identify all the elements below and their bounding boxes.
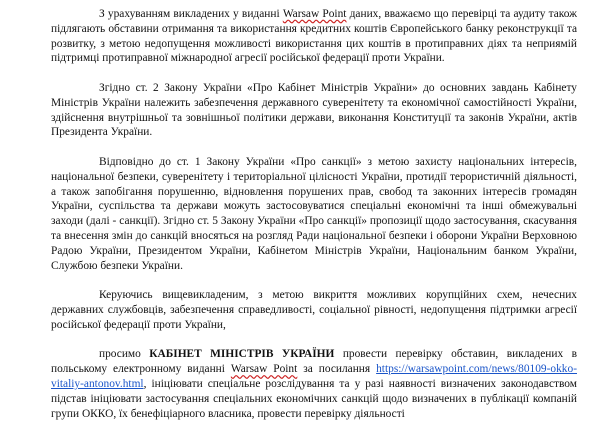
document-page [51, 7, 577, 421]
article-link[interactable]: https://warsawpoint.com/news/80109-okko-vitaliy-antonov.html [51, 363, 577, 390]
paragraph-gap [51, 333, 577, 348]
paragraph-1-text-end: даних, вважаємо що перевірці та аудиту також підлягають обставини отримання та використання кредитних коштів Європейського банку реконструкції та розвитку, з метою недопущення можливості використання цих коштів в протиправних діях та неприямій підтримці протиправної міжнародної агресії російської федерації проти України. [51, 8, 578, 65]
paragraph-gap [51, 66, 577, 81]
paragraph-request [51, 347, 577, 421]
paragraph-1-text-start: З урахуванням викладених у виданні [99, 8, 283, 20]
source-name-warsaw-point: Warsaw Point [282, 8, 347, 20]
source-name-warsaw-point: Warsaw Point [230, 363, 298, 376]
paragraph-sanctions-law: Відповідно до ст. 1 Закону України «Про санкції» з метою захисту національних інтересів, національної безпеки, суверенітету і територіальної цілісності України, протидії терористичній діяльності, а також запобігання порушенню, відновлення порушених прав, свобод та законних інтересів громадян України, суспільства та держави можуть застосовуватися спеціальні економічні та інші обмежувальні заходи (далі - санкції). Згідно ст. 5 Закону України «Про санкції» пропозиції щодо застосування, скасування та внесення змін до санкцій вносяться на розгляд Ради національної безпеки і оборони України Верховною Радою України, Президентом України, Кабінетом Міністрів України, Національним банком України, Службою безпеки України. [51, 155, 577, 272]
request-text-start: просимо [99, 348, 150, 361]
request-text-link-intro: за посилання [297, 363, 377, 376]
paragraph-gap [51, 273, 577, 288]
paragraph-gap [51, 140, 577, 155]
request-text-end: , ініціювати спеціальне розслідування та у разі наявності визначених законодавством підстав ініціювати застосування спеціальних економічних санкцій щодо визначених в публікації компаній групи ОККО, їх бенефіціарного власника, провести перевірку діяльності [51, 377, 577, 420]
paragraph-cabinet-law: Згідно ст. 2 Закону України «Про Кабінет Міністрів України» до основних завдань Кабінету Міністрів України належить забезпечення державного суверенітету та економічної самостійності України, здійснення внутрішньої та зовнішньої політики держави, виконання Конституції та законів України, актів Президента України. [51, 81, 577, 139]
addressee-cabinet: КАБІНЕТ МІНІСТРІВ УКРАЇНИ [149, 348, 335, 361]
request-text-middle: провести перевірку обставин, викладених в польському електронному виданні [51, 348, 577, 376]
paragraph-warsaw-point-audit [51, 7, 577, 66]
paragraph-guided-by: Керуючись вищевикладеним, з метою викриття можливих корупційних схем, нечесних державних службовців, забезпечення справедливості, соціальної рівності, недопущення підтримки агресії російської федерації проти України, [51, 289, 577, 331]
